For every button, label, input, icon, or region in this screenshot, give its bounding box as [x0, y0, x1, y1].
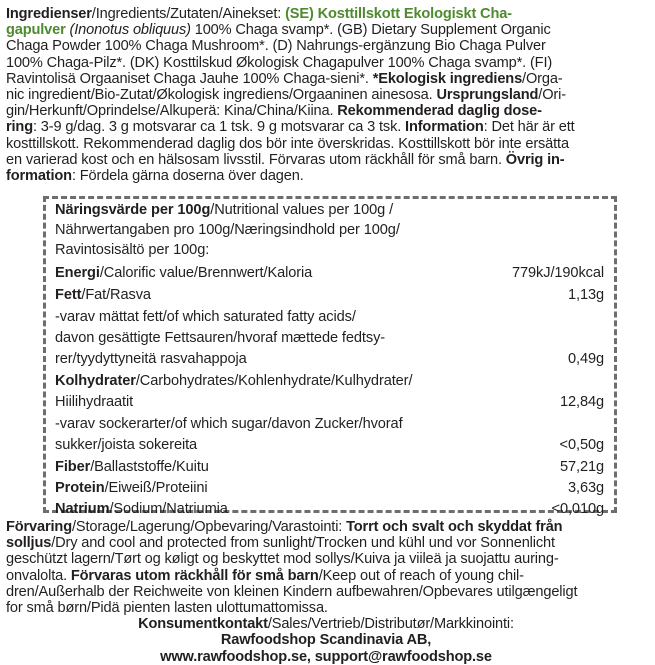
storage-line-5: dren/Außerhalb der Reichweite von kleinen Kindern aufbewahren/Opbevares utilgængeligt	[6, 583, 578, 600]
nutrition-row-fiber: Fiber/Ballaststoffe/Kuitu 57,21g	[55, 459, 604, 475]
storage-line-3: geschützt lagern/Tørt og køligt og beskyttet mod sollys/Kuiva ja viileä ja suojattu auring-	[6, 551, 559, 568]
nutrition-value: <0,010g	[551, 501, 604, 517]
ingredients-line-2: gapulver (Inonotus obliquus) 100% Chaga svamp*. (GB) Dietary Supplement Organic	[6, 22, 551, 39]
nutrition-row-carbohydrates: Kolhydrater/Carbohydrates/Kohlenhydrate/Kulhydrater/ Hiilihydraatit 12,84g	[55, 371, 604, 413]
ingredients-section	[6, 6, 646, 184]
nutrition-row-sugars: -varav sockerarter/of which sugar/davon Zucker/hvoraf sukker/joista sokereita <0,50g	[55, 414, 604, 456]
nutrition-value: 1,13g	[567, 287, 604, 303]
nutrition-value: 0,49g	[567, 351, 604, 367]
ingredients-line-11: formation: Fördela gärna doserna över dagen.	[6, 168, 304, 185]
nutrition-value: 3,63g	[567, 480, 604, 496]
storage-line-6: for små børn/Pidä pienten lasten ulottumattomissa.	[6, 600, 328, 617]
nutrition-header: Näringsvärde per 100g/Nutritional values per 100g / Nährwertangaben pro 100g/Næringsindhold per 100g/ Ravintosisältö per 100g:	[55, 202, 400, 258]
ingredients-line-10: en varierad kost och en hälsosam livsstil. Förvaras utom räckhåll för små barn. Övrig in-	[6, 151, 565, 168]
nutrition-value: 57,21g	[559, 459, 604, 475]
nutrition-value: 779kJ/190kcal	[512, 265, 604, 281]
nutrition-row-protein: Protein/Eiweiß/Proteiini 3,63g	[55, 480, 604, 496]
company-name: Rawfoodshop Scandinavia AB,	[220, 632, 432, 649]
se-product-name: (SE) Kosttillskott Ekologiskt Cha-	[285, 6, 512, 22]
ingredients-line-8: ring: 3-9 g/dag. 3 g motsvarar ca 1 tsk. 9 g motsvarar ca 3 tsk. Information: Det här är ett	[6, 119, 575, 136]
nutrition-value: 12,84g	[559, 394, 604, 410]
latin-name: (Inonotus obliquus)	[69, 22, 191, 39]
ingredients-line-4: 100% Chaga-Pilz*. (DK) Kosttilskud Økologisk Chagapulver 100% Chaga svamp*. (FI)	[6, 54, 553, 71]
ingredients-heading: Ingredienser	[6, 6, 92, 22]
storage-line-2: solljus/Dry and cool and protected from sunlight/Trocken und kühl und vor Sonnenlicht	[6, 535, 555, 552]
ingredients-line-6: nic ingredient/Bio-Zutat/Økologisk ingrediens/Orgaaninen ainesosa. Ursprungsland/Ori-	[6, 87, 566, 104]
nutrition-table	[43, 196, 617, 517]
nutrition-row-energy: Energi/Calorific value/Brennwert/Kaloria 779kJ/190kcal	[55, 265, 604, 281]
nutrition-row-sodium: Natrium/Sodium/Natriumia <0,010g	[55, 501, 604, 517]
nutrition-value: <0,50g	[559, 437, 604, 453]
ingredients-line-5: Ravintolisä Orgaaniset Chaga Jauhe 100% Chaga-sieni*. *Ekologisk ingrediens/Orga-	[6, 70, 563, 87]
storage-line-4: onvalolta. Förvaras utom räckhåll för små barn/Keep out of reach of young chil-	[6, 567, 524, 584]
storage-section	[6, 519, 646, 665]
nutrition-row-fat: Fett/Fat/Rasva 1,13g	[55, 287, 604, 303]
company-web: www.rawfoodshop.se, support@rawfoodshop.se	[160, 648, 492, 665]
contact-line: Konsumentkontakt/Sales/Vertrieb/Distributør/Markkinointi:	[138, 616, 514, 633]
storage-line-1: Förvaring/Storage/Lagerung/Opbevaring/Varastointi: Torrt och svalt och skyddat från	[6, 519, 563, 535]
ingredients-line-7: gin/Herkunft/Oprindelse/Alkuperä: Kina/China/Kiina. Rekommenderad daglig dose-	[6, 103, 542, 120]
nutrition-row-saturated-fat: -varav mättat fett/of which saturated fatty acids/ davon gesättigte Fettsauren/hvoraf mættede fedtsy- rer/tyydyttyneitä rasvahappoja 0,49g	[55, 307, 604, 370]
ingredients-line-3: Chaga Powder 100% Chaga Mushroom*. (D) Nahrungs-ergänzung Bio Chaga Pulver	[6, 38, 546, 55]
ingredients-line-9: kosttillskott. Rekommenderad daglig dos bör inte överskridas. Kosttillskott bör inte ersätta	[6, 135, 569, 152]
ingredients-line-1: Ingredienser/Ingredients/Zutaten/Ainekset: (SE) Kosttillskott Ekologiskt Cha-	[6, 6, 512, 22]
